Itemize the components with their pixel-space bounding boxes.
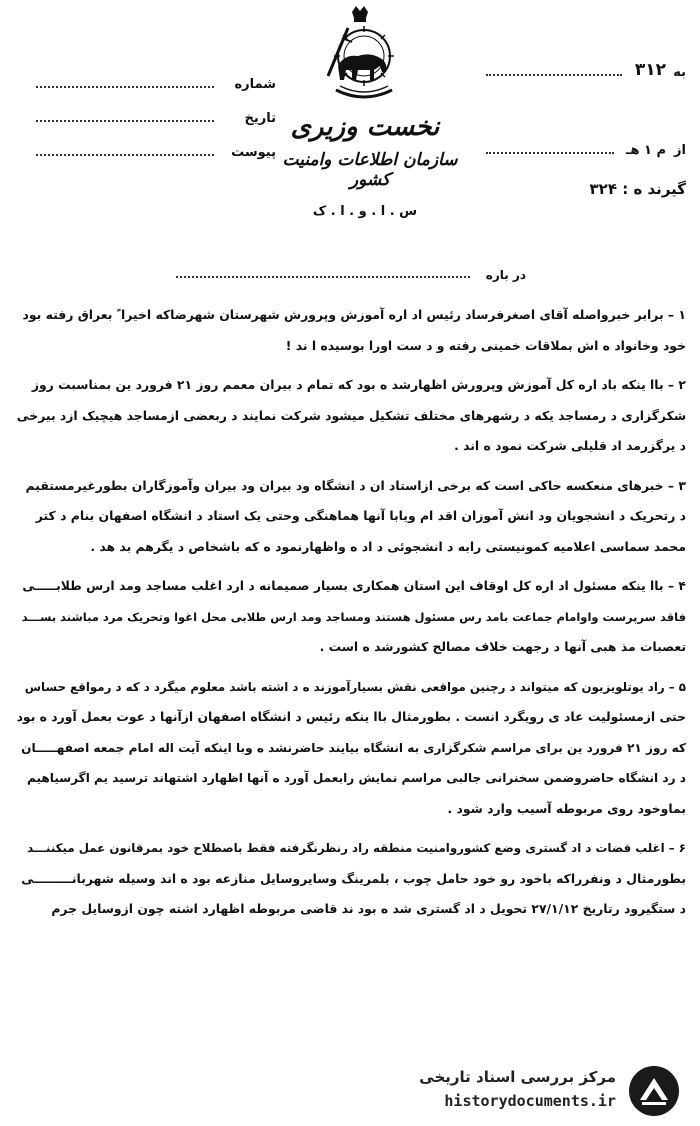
subject-dotted-line xyxy=(176,272,470,278)
date-label: تاریخ xyxy=(244,111,276,126)
paragraph-line: حتی ازمسئولیت عاد ی رویگرد انست . بطورمثال باا ینکه رئیس د انشگاه اصفهان ازآنها د عوت بعمل آورد ه بود xyxy=(16,709,686,724)
subject-label: در باره xyxy=(485,268,526,282)
to-label: به xyxy=(673,65,686,80)
from-value: م ۱ هـ xyxy=(626,143,666,158)
paragraph-2 xyxy=(16,370,686,462)
paragraph-line: که روز ۲۱ فرورد ین برای مراسم شکرگزاری به انشگاه بیایند حاضرنشد ه وبا اینکه آیت اله امام جمعه اصفهـــــان xyxy=(21,740,686,755)
attachment-field xyxy=(36,126,276,160)
paragraph-1 xyxy=(16,300,686,361)
lion-and-sun-emblem-icon xyxy=(318,6,408,104)
paragraph-line: د رتحریک د انشجویان ود انش آموزان اقد ام ویابا آنها هماهنگی وحتی یک استاد د انشگاه اصفهان بنام د کتر xyxy=(35,508,686,523)
archive-logo-icon xyxy=(626,1064,682,1118)
archive-name: مرکز بررسی اسناد تاریخی xyxy=(419,1068,616,1086)
attachment-label: پیوست xyxy=(231,145,276,160)
to-dotted-line xyxy=(486,70,622,76)
paragraph-line: د یرگزرمد اد قلیلی شرکت نمود ه اند . xyxy=(454,438,686,453)
paragraph-line: ۳ – خبرهای منعکسه حاکی است که برخی ازاستاد ان د انشگاه ود بیران ود بیران وآموزگاران بطورغیرمستقیم xyxy=(25,477,686,493)
from-label: از xyxy=(674,143,686,158)
paragraph-3 xyxy=(16,471,686,563)
subject-field xyxy=(176,262,526,282)
paragraph-5 xyxy=(16,672,686,825)
paragraph-6 xyxy=(16,833,686,925)
paragraph-line: بماوخود روی مربوطه آسیب وارد شود . xyxy=(447,800,686,816)
date-dotted-line xyxy=(36,116,214,122)
paragraph-line: فاقد سرپرست واوامام جماعت بامد رس مسئول هستند ومساجد ومد ارس طلابی محل اغوا وتحریک مرد مباشند بســـد xyxy=(21,609,686,624)
paragraph-line: د رد انشگاه حاضروضمن سخنرانی جالبی مراسم نمایش رابعمل آورد ه آنها اظهارد اشتهاند ترسید یم اگرسیاهیم xyxy=(26,771,686,785)
paragraph-line: خود وخانواد ه اش بملاقات خمینی رفته و د ست اورا بوسیده ا ند ! xyxy=(285,337,686,353)
paragraph-4 xyxy=(16,571,686,663)
paragraph-line: ۲ – باا ینکه باد اره کل آموزش وپرورش اظهارشد ه بود که تمام د بیران معمم روز ۲۱ فرورد ین بمناسبت روز xyxy=(31,377,686,392)
seal-subtitle: سازمان اطلاعات وامنیت کشور xyxy=(282,150,458,190)
paragraph-line: شکرگزاری د رمساجد یکه د رشهرهای مختلف تشکیل میشود شرکت نمایند د ربعضی ازمساجد هیچیک ازد بیرخی xyxy=(16,407,686,423)
paragraph-line: تعصبات مذ هبی آنها د رجهت خلاف مصالح کشورشد ه است . xyxy=(319,639,686,654)
footer-watermark xyxy=(420,1064,690,1120)
archive-website: historydocuments.ir xyxy=(444,1092,616,1110)
seal-code: س . ا . و . ا . ک xyxy=(312,204,418,219)
seal-title: نخست وزیری xyxy=(290,112,440,142)
paragraph-line: ۶ – اغلب قضات د اد گستری وضع کشوروامنیت منطقه راد رنظرنگرفته فقط باصطلاح خود بمرقانون عمل میکننـــد xyxy=(27,841,686,855)
paragraph-line: بطورمثال د ونفرراکه باخود رو خود حامل چوب ، بلمرینگ وسایروسایل منازعه بود ه اند وسیله شهربانـــــــــی xyxy=(21,870,686,886)
header-fields-left xyxy=(36,58,276,160)
paragraph-line: محمد سماسی اعلامیه کمونیستی رابه د انشجوئی د اد ه واظهارنمود ه که باشخاص د یگرهم بد هد . xyxy=(90,538,686,554)
from-dotted-line xyxy=(486,148,614,154)
letter-body xyxy=(16,300,686,934)
paragraph-line: د ستگیرود رتاریخ ۲۷/۱/۱۲ تحویل د اد گستری شد ه بود ند قاضی مربوطه اظهارد اشته چون ازوسایل جرم xyxy=(51,901,686,916)
number-field xyxy=(36,58,276,92)
to-field xyxy=(486,56,686,80)
attachment-dotted-line xyxy=(36,150,214,156)
number-dotted-line xyxy=(36,82,214,88)
to-value: ۳۱۲ xyxy=(634,60,666,80)
paragraph-line: ۵ – راد یوتلویزیون که میتواند د رچنین مواقعی نقش بسیارآموزند ه د اشته باشد معلوم میگرد د که د رمواقع حساس xyxy=(24,679,686,694)
number-label: شماره xyxy=(234,77,276,92)
paragraph-line: ۴ – باا ینکه مسئول اد اره کل اوقاف این استان همکاری بسیار صمیمانه د ارد اغلب مساجد ومد ارس طلابـــــی xyxy=(22,578,686,593)
paragraph-line: ۱ – برابر خبرواصله آقای اصغرفرساد رئیس اد اره آموزش وپرورش شهرستان شهرضاکه اخیرا ً بعراق رفته بود xyxy=(22,307,686,322)
recipient-code: گیرند ه : ۳۲۴ xyxy=(589,180,686,198)
from-field xyxy=(486,134,686,158)
date-field xyxy=(36,92,276,126)
